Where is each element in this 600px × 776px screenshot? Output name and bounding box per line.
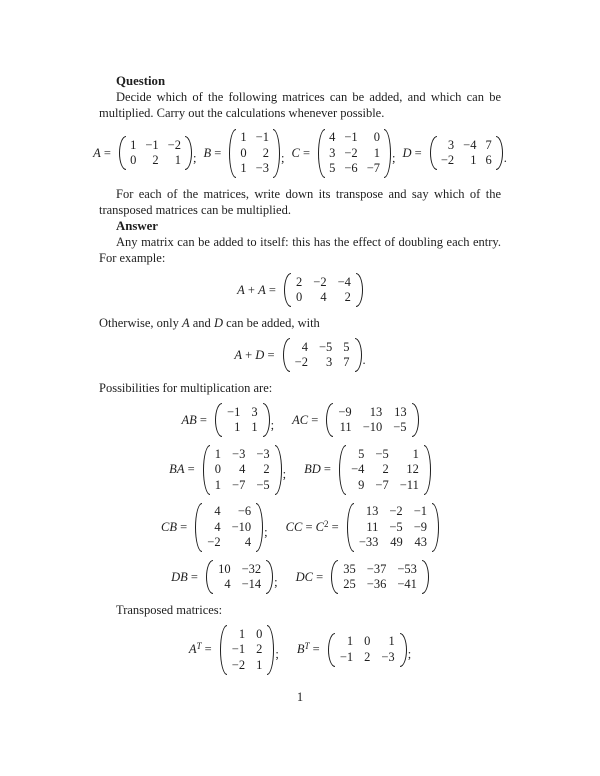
equation-a-plus-a <box>99 273 501 308</box>
equations-mult-row-2 <box>99 445 501 496</box>
matrix-cell: 7 <box>343 355 350 369</box>
equation-lhs: DB = <box>171 569 198 584</box>
matrix-grid <box>335 632 400 667</box>
matrix-cell: 3 <box>447 137 455 152</box>
equations-mult-row-3 <box>99 502 501 553</box>
matrix-cell: 2 <box>344 290 351 304</box>
matrix-cell: −6 <box>237 504 252 518</box>
matrix-cell: −7 <box>375 477 389 492</box>
matrix-cell: 5 <box>343 339 350 354</box>
left-paren <box>229 129 236 179</box>
matrix-cell: −2 <box>440 153 455 168</box>
equation <box>181 403 274 438</box>
matrix-cell: 13 <box>394 404 407 419</box>
left-paren <box>318 129 325 179</box>
matrix-cell: 1 <box>174 153 181 168</box>
right-paren <box>432 503 439 553</box>
matrix-cell: −4 <box>337 274 351 289</box>
math-variable: D <box>255 347 265 362</box>
answer-heading: Answer <box>116 218 158 233</box>
matrix-cell: −33 <box>358 535 379 549</box>
equations-transposes <box>99 625 501 676</box>
left-paren <box>347 503 354 553</box>
left-paren <box>328 633 335 667</box>
right-paren <box>356 273 363 307</box>
right-paren <box>273 129 280 179</box>
left-paren <box>119 136 126 170</box>
equation <box>169 445 286 496</box>
matrix-cell: 4 <box>301 339 308 354</box>
matrix-cell: 0 <box>130 153 137 168</box>
math-variable: A <box>176 462 185 477</box>
matrix-cell: −41 <box>397 577 417 591</box>
math-variable: C <box>315 519 324 534</box>
matrix-cell: 2 <box>256 642 263 656</box>
matrix <box>328 632 407 667</box>
matrix-cell: 3 <box>251 404 258 419</box>
matrix-cell: −2 <box>167 137 181 152</box>
text-run: Otherwise, only <box>99 315 182 330</box>
paragraph-transposed: Transposed matrices: <box>116 602 223 617</box>
left-paren <box>339 445 346 495</box>
matrix-cell: 1 <box>240 161 247 175</box>
math-variable: B <box>189 412 197 427</box>
matrix-cell: −1 <box>255 130 269 144</box>
equation <box>161 502 268 553</box>
matrix-cell: 49 <box>390 535 403 549</box>
right-paren <box>412 403 419 437</box>
matrix-cell: 3 <box>326 355 333 369</box>
matrix <box>119 136 192 171</box>
superscript: T <box>304 641 310 652</box>
matrix-cell: −9 <box>338 404 352 419</box>
right-paren <box>275 445 282 495</box>
matrix-grid <box>338 560 422 595</box>
matrix-cell: 12 <box>406 462 419 476</box>
matrix-cell: 1 <box>130 137 137 152</box>
matrix-grid <box>291 273 356 308</box>
matrix-cell: −2 <box>231 657 246 672</box>
matrix-cell: 35 <box>343 561 356 576</box>
paragraph-intro: Decide which of the following matrices can be added, and which can be multiplied. Carry out the calculations whenever possible. <box>99 90 501 120</box>
math-variable: A <box>188 642 197 657</box>
matrix-cell: 11 <box>339 420 352 434</box>
equation <box>234 338 365 373</box>
equation-a-plus-d <box>99 338 501 373</box>
math-variable: C <box>285 519 294 534</box>
matrix-cell: 6 <box>485 153 492 168</box>
matrix-cell: 2 <box>263 462 270 476</box>
matrix-grid <box>437 136 496 171</box>
math-variable: A <box>258 282 266 297</box>
matrix-cell: 0 <box>256 626 263 641</box>
matrix-cell: 1 <box>256 657 263 672</box>
left-paren <box>220 625 227 675</box>
math-variable: B <box>169 462 177 477</box>
matrix <box>229 128 280 179</box>
matrix-grid <box>210 445 275 496</box>
matrix <box>326 403 418 438</box>
paragraph-otherwise <box>99 315 501 331</box>
question-heading: Question <box>116 74 166 88</box>
matrix-cell: 4 <box>214 519 221 534</box>
equation <box>203 128 284 179</box>
matrix-cell: 4 <box>224 577 231 591</box>
matrix-grid <box>236 128 273 179</box>
math-variable: A <box>234 347 242 362</box>
matrix-cell: 0 <box>373 130 380 144</box>
left-paren <box>203 445 210 495</box>
matrix-cell: −5 <box>393 420 407 434</box>
matrix-cell: 5 <box>329 161 336 175</box>
equation-lhs: CC = $C^2$ = <box>285 518 339 534</box>
matrix <box>347 502 439 553</box>
right-paren <box>263 403 270 437</box>
matrix-cell: 9 <box>358 477 365 492</box>
math-variable: C <box>291 145 300 160</box>
matrix-cell: 5 <box>358 446 365 461</box>
matrix-cell: −2 <box>344 145 358 160</box>
matrix <box>220 625 275 676</box>
math-variable: B <box>296 642 305 657</box>
matrix-cell: −5 <box>256 477 270 492</box>
math-variable: D <box>171 569 181 584</box>
matrix-grid <box>202 502 256 553</box>
right-paren <box>400 633 407 667</box>
matrix-cell: −1 <box>413 504 427 518</box>
matrix-cell: 4 <box>329 130 336 144</box>
right-paren <box>422 560 429 594</box>
matrix-cell: 1 <box>470 153 477 168</box>
matrix-cell: 1 <box>214 446 222 461</box>
text-run: A <box>181 315 190 330</box>
text-run: D <box>213 315 223 330</box>
matrix-grid <box>346 445 424 496</box>
math-variable: A <box>292 412 300 427</box>
matrix-cell: 4 <box>239 462 246 476</box>
left-paren <box>283 338 290 372</box>
matrix-cell: 2 <box>296 274 303 289</box>
matrix-cell: −3 <box>255 161 269 175</box>
matrix <box>430 136 503 171</box>
matrix-cell: −10 <box>231 519 252 534</box>
matrix-cell: −2 <box>313 274 327 289</box>
equation-lhs: BD = <box>304 462 331 477</box>
right-paren <box>424 445 431 495</box>
matrix-cell: −1 <box>231 642 246 656</box>
equation <box>93 136 196 171</box>
matrix-cell: −14 <box>241 577 262 591</box>
matrix <box>206 560 273 595</box>
right-paren <box>267 625 274 675</box>
matrix-grid <box>126 136 185 171</box>
matrix-cell: 1 <box>214 477 222 492</box>
matrix <box>203 445 282 496</box>
paragraph-possibilities: Possibilities for multiplication are: <box>99 380 273 395</box>
equation <box>292 403 418 438</box>
matrix-cell: −10 <box>362 420 383 434</box>
matrix-cell: 4 <box>244 535 252 549</box>
matrix-cell: 13 <box>365 504 379 518</box>
equation-lhs: $B^T$ = <box>296 641 320 657</box>
matrix-cell: 1 <box>412 446 419 461</box>
right-paren <box>185 136 192 170</box>
matrix <box>331 560 429 595</box>
equation <box>171 560 278 595</box>
matrix-cell: 3 <box>329 145 336 160</box>
equation-lhs: D = <box>402 145 422 160</box>
left-paren <box>195 503 202 553</box>
matrix-cell: −1 <box>339 649 354 664</box>
matrix-cell: −9 <box>413 519 427 534</box>
equation-suffix: ; <box>264 524 268 539</box>
equation-suffix: ; <box>280 150 285 165</box>
matrix-cell: −5 <box>318 339 333 354</box>
matrix-cell: −2 <box>389 504 403 518</box>
equation-suffix: ; <box>407 647 412 662</box>
matrix-cell: 10 <box>218 561 231 576</box>
matrix-cell: 2 <box>382 462 389 476</box>
math-variable: D <box>295 569 305 584</box>
equations-mult-row-1 <box>99 403 501 438</box>
matrix-cell: 7 <box>485 137 492 152</box>
equation <box>291 128 395 179</box>
equation-lhs: CB = <box>161 519 188 534</box>
matrix-cell: −1 <box>344 130 358 144</box>
equation-lhs: AC = <box>292 412 319 427</box>
equation <box>304 445 431 496</box>
matrix-cell: 4 <box>214 504 221 518</box>
equation <box>286 502 439 553</box>
matrix-cell: 25 <box>343 577 356 591</box>
math-variable: B <box>203 145 212 160</box>
math-variable: A <box>93 145 101 160</box>
matrix-cell: −4 <box>351 462 365 476</box>
math-variable: C <box>294 519 303 534</box>
equation-lhs: A + A = <box>237 282 276 297</box>
paragraph-self-add: Any matrix can be added to itself: this has the effect of doubling each entry. For example: <box>99 234 501 265</box>
matrix-grid <box>354 502 432 553</box>
matrix-grid <box>213 560 266 595</box>
matrix-cell: −5 <box>375 446 389 461</box>
matrix-cell: −7 <box>232 477 246 492</box>
matrix-definitions <box>83 128 517 179</box>
matrix-grid <box>325 128 384 179</box>
text-run: can be added, with <box>222 315 320 330</box>
equation-lhs: BA = <box>169 462 195 477</box>
equation <box>297 632 411 667</box>
matrix-cell: 1 <box>238 626 246 641</box>
matrix-grid <box>227 625 268 676</box>
matrix-cell: −4 <box>463 137 477 152</box>
matrix-cell: −5 <box>389 519 403 534</box>
equation-suffix: ; <box>275 647 279 662</box>
equation-lhs: AB = <box>181 412 207 427</box>
matrix-cell: −2 <box>294 355 308 369</box>
matrix-grid <box>333 403 411 438</box>
matrix-cell: −1 <box>145 137 159 152</box>
matrix-cell: 11 <box>366 519 379 534</box>
matrix-cell: −3 <box>256 446 270 461</box>
text-run: and <box>189 315 214 330</box>
matrix-grid <box>222 403 263 438</box>
right-paren <box>266 560 273 594</box>
matrix-cell: 1 <box>251 420 258 434</box>
matrix-cell: 1 <box>373 145 380 160</box>
left-paren <box>326 403 333 437</box>
left-paren <box>215 403 222 437</box>
matrix <box>284 273 363 308</box>
equation-suffix: ; <box>270 417 275 432</box>
matrix <box>195 502 263 553</box>
matrix-cell: 0 <box>364 634 371 649</box>
right-paren <box>355 338 362 372</box>
matrix-cell: 0 <box>296 290 303 304</box>
matrix-cell: −32 <box>241 561 262 576</box>
equation-suffix: ; <box>192 150 197 165</box>
matrix-cell: −36 <box>366 577 387 591</box>
matrix-cell: 0 <box>240 145 247 160</box>
math-variable: C <box>161 519 170 534</box>
math-variable: D <box>402 145 412 160</box>
matrix <box>283 338 362 373</box>
matrix-cell: −3 <box>232 446 246 461</box>
matrix-cell: 43 <box>414 535 427 549</box>
math-variable: B <box>304 462 312 477</box>
right-paren <box>256 503 263 553</box>
left-paren <box>284 273 291 307</box>
matrix-cell: 2 <box>262 145 269 160</box>
matrix <box>318 128 391 179</box>
equation <box>189 625 279 676</box>
matrix-cell: 0 <box>214 462 222 476</box>
matrix <box>215 403 270 438</box>
matrix-cell: −2 <box>207 535 221 549</box>
page-number: 1 <box>296 690 304 704</box>
equation <box>237 273 363 308</box>
equation <box>296 560 429 595</box>
matrix-cell: 1 <box>346 634 354 649</box>
equation-suffix: . <box>362 352 366 367</box>
matrix <box>339 445 431 496</box>
math-variable: B <box>180 569 188 584</box>
matrix-grid <box>290 338 355 373</box>
left-paren <box>331 560 338 594</box>
matrix-cell: −6 <box>344 161 358 175</box>
left-paren <box>430 136 437 170</box>
equation-suffix: . <box>503 150 507 165</box>
equation-lhs: A + D = <box>234 347 275 362</box>
equations-mult-row-4 <box>99 560 501 595</box>
matrix-cell: −53 <box>397 561 417 576</box>
right-paren <box>384 129 391 179</box>
math-variable: D <box>311 462 321 477</box>
equation-lhs: B = <box>203 145 222 160</box>
matrix-cell: −3 <box>381 649 395 664</box>
matrix-cell: 4 <box>320 290 327 304</box>
matrix-cell: −37 <box>366 561 387 576</box>
math-variable: C <box>299 412 309 427</box>
matrix-cell: −11 <box>399 477 419 492</box>
math-variable: A <box>237 282 245 297</box>
matrix-cell: 2 <box>364 649 371 664</box>
matrix-cell: −7 <box>366 161 380 175</box>
matrix-cell: 1 <box>240 130 247 144</box>
left-paren <box>206 560 213 594</box>
equation-lhs: A = <box>93 145 111 160</box>
matrix-cell: 1 <box>234 420 241 434</box>
equation-suffix: ; <box>392 150 396 165</box>
matrix-cell: 1 <box>388 634 395 649</box>
equation-lhs: DC = <box>295 569 324 584</box>
math-variable: A <box>181 412 190 427</box>
equation-suffix: ; <box>274 574 278 589</box>
math-variable: B <box>169 519 177 534</box>
paragraph-transpose-task: For each of the matrices, write down its transpose and say which of the transposed matrices can be multiplied. <box>99 186 501 217</box>
equation-lhs: $A^T$ = <box>188 641 212 657</box>
equation <box>402 136 506 171</box>
right-paren <box>496 136 503 170</box>
superscript: 2 <box>324 518 329 529</box>
equation-suffix: ; <box>282 467 287 482</box>
math-variable: C <box>304 569 313 584</box>
matrix-cell: 13 <box>369 404 383 419</box>
superscript: T <box>196 641 202 652</box>
matrix-cell: −1 <box>227 404 241 419</box>
equation-lhs: C = <box>291 145 310 160</box>
matrix-cell: 2 <box>152 153 159 168</box>
